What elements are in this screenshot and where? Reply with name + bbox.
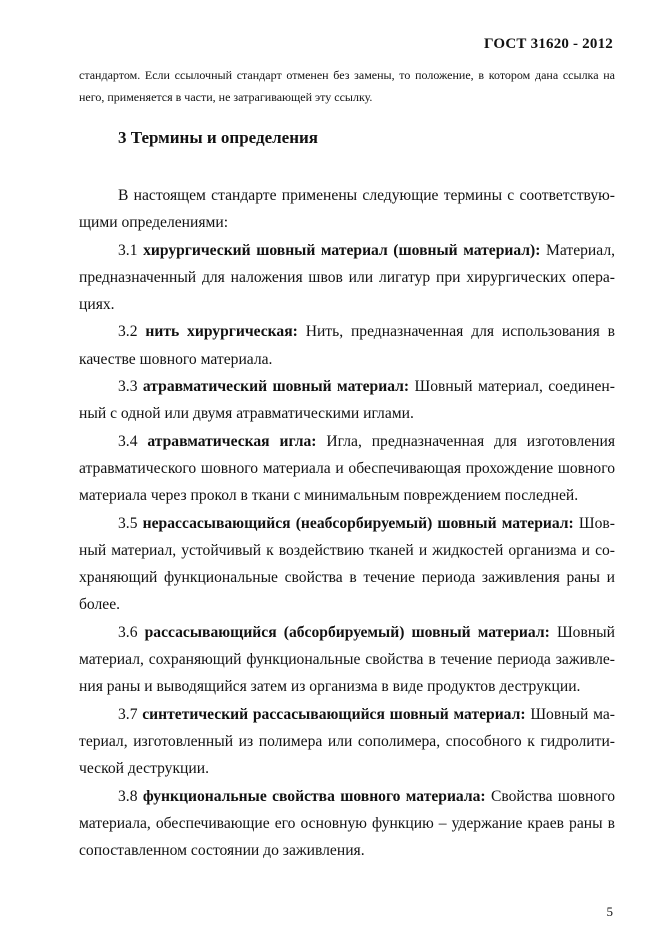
- term-definition: [79, 510, 615, 619]
- term-number: 3.8: [118, 787, 138, 805]
- term-name: синтетический рассасывающийся шовный материал:: [142, 705, 526, 723]
- lead-paragraph: В настоящем стандарте применены следующие термины с соответствую-щими определениями:: [79, 187, 615, 232]
- terms-list: [79, 237, 615, 865]
- term-definition: [79, 783, 615, 865]
- page-number: 5: [606, 904, 613, 919]
- term-number: 3.5: [118, 514, 138, 532]
- term-text: Свойства шовного материала, обеспечивающие его основную функцию – удержание краев раны в сопоставленном состоянии до заживления.: [79, 787, 615, 860]
- term-text: Игла, предназначенная для изготовления атравматического шовного материала и обеспечивающая прохождение шовного материала через прокол в ткани с минимальным повреждением последней.: [79, 432, 615, 505]
- term-text: Шов-ный материал, устойчивый к воздействию тканей и жидкостей организма и со-храняющий функциональные свойства в течение периода заживления раны и более.: [79, 514, 615, 614]
- term-text: Шовный ма-териал, изготовленный из полимера или сополимера, способного к гидролити-ческой деструкции.: [79, 705, 615, 778]
- term-name: атравматический шовный материал:: [142, 378, 410, 396]
- term-definition: [79, 237, 615, 319]
- term-name: атравматическая игла:: [147, 432, 317, 450]
- term-number: 3.3: [118, 378, 138, 396]
- term-definition: [79, 619, 615, 701]
- term-text: Шовный материал, соединен-ный с одной или двумя атравматическими иглами.: [79, 378, 615, 423]
- term-definition: [79, 373, 615, 428]
- document-body: [79, 182, 615, 864]
- term-number: 3.1: [118, 241, 138, 259]
- term-definition: [79, 701, 615, 783]
- term-definition: [79, 428, 615, 510]
- term-number: 3.2: [118, 323, 138, 341]
- term-name: нить хирургическая:: [145, 323, 298, 341]
- term-text: Нить, предназначенная для использования в качестве шовного материала.: [79, 323, 616, 368]
- term-name: функциональные свойства шовного материала:: [142, 787, 486, 805]
- term-name: рассасывающийся (абсорбируемый) шовный материал:: [144, 623, 550, 641]
- term-number: 3.4: [118, 432, 138, 450]
- term-text: Шовный материал, сохраняющий функциональные свойства в течение периода заживле-ния раны и выводящийся затем из организма в виде продуктов деструкции.: [79, 623, 615, 696]
- term-name: хирургический шовный материал (шовный материал):: [143, 241, 541, 259]
- term-name: нерассасывающийся (неабсорбируемый) шовный материал:: [142, 514, 574, 532]
- section-title: 3 Термины и определения: [118, 128, 319, 147]
- term-definition: [79, 318, 615, 373]
- term-number: 3.6: [118, 623, 138, 641]
- term-number: 3.7: [118, 705, 138, 723]
- document-header: ГОСТ 31620 - 2012: [483, 36, 613, 52]
- term-text: Материал, предназначенный для наложения швов или лигатур при хирургических опера-циях.: [79, 241, 615, 314]
- intro-paragraph: стандартом. Если ссылочный стандарт отменен без замены, то положение, в котором дана ссылка на него, применяется в части, не затрагивающей эту ссылку.: [79, 68, 615, 104]
